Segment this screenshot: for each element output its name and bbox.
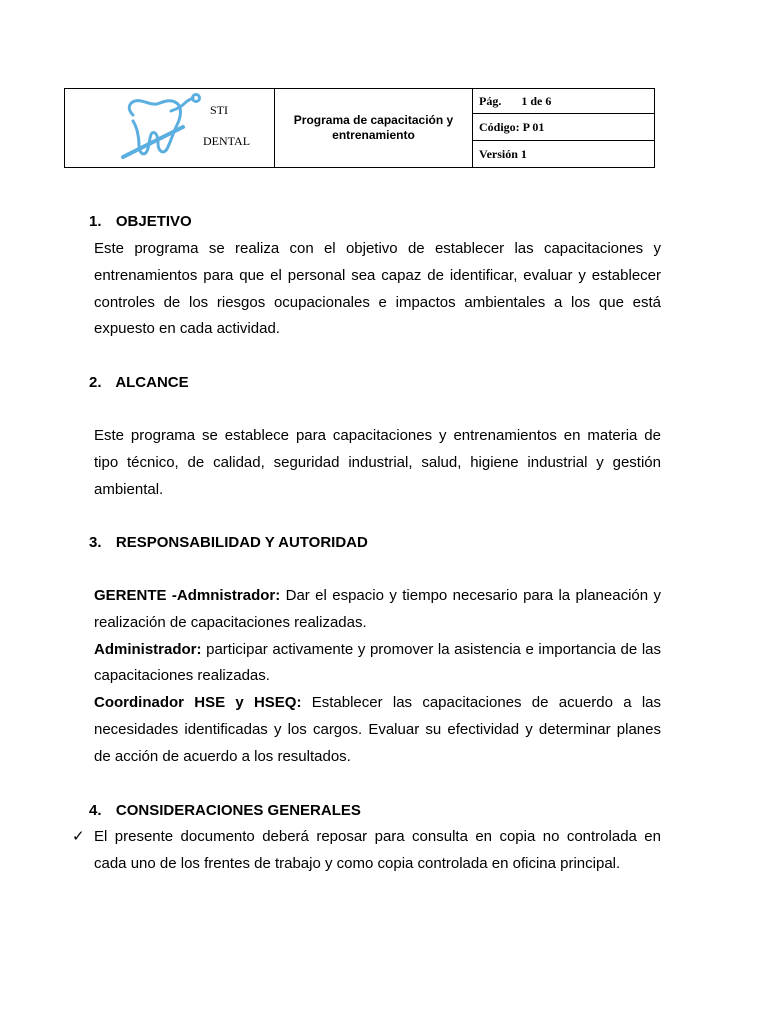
section-2-number: 2.	[89, 374, 102, 391]
tooth-logo-icon	[115, 93, 210, 161]
responsibility-administrador	[94, 637, 661, 691]
page-number-cell	[473, 89, 655, 114]
checkmark-icon: ✓	[72, 828, 85, 845]
section-1-text: Este programa se realiza con el objetivo de establecer las capacitaciones y entrenamientos para que el personal sea capaz de identificar, evaluar y establecer controles de los riesgos ocupacionales e impactos ambientales a los que está expuesto en cada actividad.	[94, 240, 661, 338]
logo-text-sti: STI	[210, 103, 228, 117]
section-3-title: RESPONSABILIDAD Y AUTORIDAD	[115, 534, 368, 551]
section-2-title: ALCANCE	[115, 374, 189, 391]
page-value: 1 de 6	[521, 93, 552, 108]
section-3-responsibilities	[94, 583, 661, 771]
document-header-table	[64, 88, 655, 168]
page-label: Pág.	[479, 93, 502, 108]
logo-cell	[65, 89, 275, 168]
section-2-text: Este programa se establece para capacitaciones y entrenamientos en materia de tipo técnico, de calidad, seguridad industrial, salud, higiene industrial y gestión ambiental.	[94, 427, 661, 498]
section-4-number: 4.	[89, 802, 102, 819]
section-1-title: OBJETIVO	[115, 213, 192, 230]
section-2-heading	[89, 374, 189, 391]
document-title: Programa de capacitación y entrenamiento	[275, 89, 473, 168]
responsibility-administrador-text: participar activamente y promover la asistencia e importancia de las capacitaciones realizadas.	[94, 640, 661, 685]
section-1-heading	[89, 213, 192, 230]
logo-text-dental: DENTAL	[203, 134, 251, 148]
document-version: Versión 1	[473, 141, 655, 168]
document-code: Código: P 01	[473, 114, 655, 141]
responsibility-gerente-text: Dar el espacio y tiempo necesario para la planeación y realización de capacitaciones realizadas.	[94, 587, 661, 631]
responsibility-gerente-label: GERENTE -Admnistrador:	[94, 587, 281, 604]
section-3-heading	[89, 534, 368, 551]
responsibility-gerente	[94, 583, 661, 637]
responsibility-coordinador-label: Coordinador HSE y HSEQ:	[94, 694, 302, 712]
responsibility-coordinador-text: Establecer las capacitaciones de acuerdo a las necesidades identificadas y los cargos. Evaluar su efectividad y determinar planes de acción de acuerdo a los resultados.	[94, 694, 662, 765]
section-4-heading	[89, 802, 361, 819]
section-4-text: El presente documento deberá reposar para consulta en copia no controlada en cada uno de los frentes de trabajo y como copia controlada en oficina principal.	[94, 828, 661, 872]
responsibility-administrador-label: Administrador:	[94, 640, 202, 658]
section-3-number: 3.	[89, 534, 102, 551]
section-4-title: CONSIDERACIONES GENERALES	[115, 802, 361, 819]
responsibility-coordinador	[94, 690, 661, 770]
section-1-number: 1.	[89, 213, 102, 230]
